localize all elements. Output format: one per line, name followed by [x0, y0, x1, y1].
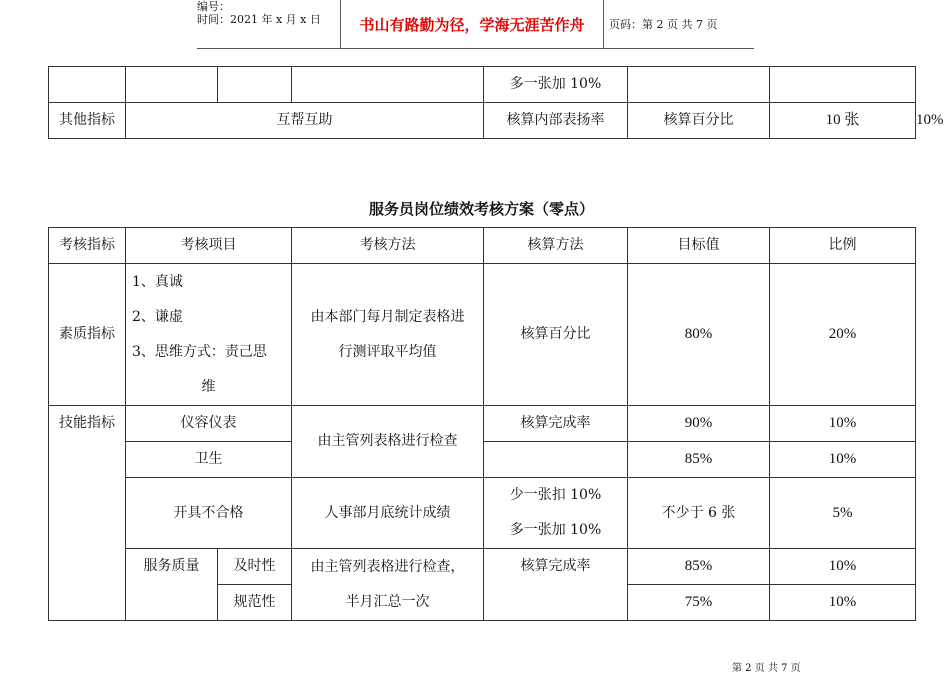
target-cell: 不少于 6 张 [628, 478, 770, 549]
header-row [49, 228, 916, 264]
section-title: 服务员岗位绩效考核方案（零点） [368, 200, 594, 218]
target-cell: 90% [628, 406, 770, 442]
cont-method-cell: 多一张加 10% [484, 67, 628, 103]
calc-cell [484, 478, 628, 549]
column-header: 考核方法 [292, 228, 484, 264]
code-label: 编号： [197, 0, 230, 13]
service-item-cell: 服务质量 [126, 549, 218, 621]
quality-row [49, 264, 916, 406]
appearance-row [49, 406, 916, 442]
quality-item: 1、真诚 [132, 273, 183, 290]
item-cell: 开具不合格 [126, 478, 292, 549]
calc-line: 多一张加 10% [509, 522, 602, 538]
timely-row [49, 549, 916, 585]
date-label: 时间：2021 年 x 月 x 日 [197, 13, 321, 26]
target-cell: 10 张 [770, 103, 916, 139]
indicator-cell: 素质指标 [49, 264, 126, 406]
method-line: 行测评取平均值 [338, 343, 437, 360]
cont-cell [770, 67, 916, 103]
method-line: 半月汇总一次 [345, 593, 430, 610]
calc-cell: 核算百分比 [628, 103, 770, 139]
subitem-cell: 及时性 [218, 549, 292, 585]
quality-items-cell [126, 264, 292, 406]
target-cell: 80% [628, 264, 770, 406]
indicator-cell: 技能指标 [49, 406, 126, 621]
calc-line: 少一张扣 10% [509, 487, 602, 503]
quality-item: 维 [201, 378, 216, 395]
assessment-table [48, 227, 916, 621]
ratio-cell: 20% [770, 264, 916, 406]
subitem-cell: 规范性 [218, 585, 292, 621]
column-header: 比例 [770, 228, 916, 264]
ratio-cell: 10% [770, 442, 916, 478]
method-line: 由主管列表格进行检查， [310, 558, 465, 575]
column-header: 考核项目 [126, 228, 292, 264]
header-meta [197, 0, 341, 48]
method-cell: 核算内部表扬率 [484, 103, 628, 139]
target-cell: 85% [628, 549, 770, 585]
item-cell: 互帮互助 [126, 103, 484, 139]
column-header: 目标值 [628, 228, 770, 264]
method-cell: 人事部月底统计成绩 [292, 478, 484, 549]
method-cell [292, 549, 484, 621]
method-line: 由本部门每月制定表格进 [310, 308, 465, 325]
cont-cell [126, 67, 218, 103]
column-header: 核算方法 [484, 228, 628, 264]
cont-cell [218, 67, 292, 103]
page-footer: 第 2 页 共 7 页 [732, 663, 801, 674]
method-cell: 由主管列表格进行检查 [292, 406, 484, 478]
ratio-cell: 10% [770, 549, 916, 585]
invoice-row [49, 478, 916, 549]
ratio-cell: 5% [770, 478, 916, 549]
header-page-number: 页码：第 2 页 共 7 页 [609, 18, 718, 31]
header-motto: 书山有路勤为径，学海无涯苦作舟 [341, 0, 604, 48]
page-header [197, 0, 754, 49]
cont-cell [292, 67, 484, 103]
indicator-cell: 其他指标 [49, 103, 126, 139]
item-cell: 卫生 [126, 442, 292, 478]
quality-item: 3、思维方式：责己思 [132, 343, 267, 360]
continued-table: 多一张加 10% 其他指标 互帮互助 核算内部表扬率 核算百分比 10 张 10% [48, 66, 916, 139]
calc-cell: 核算完成率 [484, 549, 628, 621]
quality-item: 2、谦虚 [132, 308, 183, 325]
calc-cell [484, 442, 628, 478]
target-cell: 75% [628, 585, 770, 621]
cont-cell [628, 67, 770, 103]
cont-cell [49, 67, 126, 103]
method-cell [292, 264, 484, 406]
calc-cell: 核算完成率 [484, 406, 628, 442]
target-cell: 85% [628, 442, 770, 478]
ratio-cell: 10% [770, 585, 916, 621]
calc-cell: 核算百分比 [484, 264, 628, 406]
item-cell: 仪容仪表 [126, 406, 292, 442]
column-header: 考核指标 [49, 228, 126, 264]
ratio-cell: 10% [770, 406, 916, 442]
